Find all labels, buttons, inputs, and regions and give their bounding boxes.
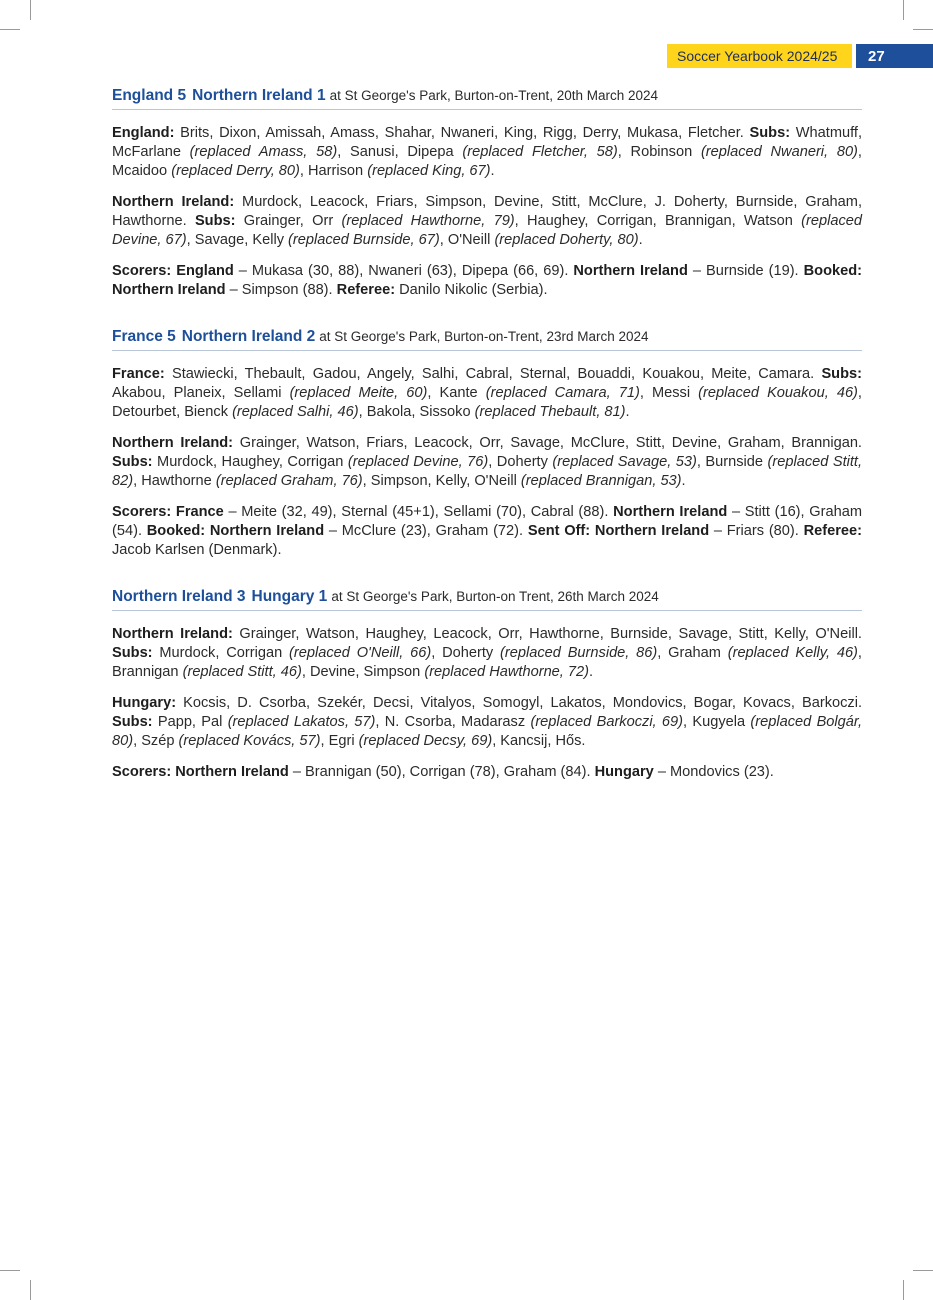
substitution-note: (replaced Doherty, 80)	[494, 232, 639, 248]
page-content	[112, 87, 862, 810]
text-run: – McClure (23), Graham (72).	[324, 523, 528, 539]
lineup-paragraph	[112, 434, 862, 491]
text-run: Stawiecki, Thebault, Gadou, Angely, Salhi, Cabral, Sternal, Bouaddi, Kouakou, Meite, Camara.	[164, 366, 822, 382]
match-report	[112, 588, 862, 782]
substitution-note: (replaced Meite, 60)	[289, 385, 428, 401]
bold-label: Northern Ireland:	[112, 194, 235, 210]
running-header-title: Soccer Yearbook 2024/25	[667, 44, 852, 68]
crop-mark	[913, 1270, 933, 1271]
text-run: .	[490, 163, 495, 179]
home-team-score: France 5	[112, 328, 176, 345]
home-team-score: Northern Ireland 3	[112, 588, 246, 605]
bold-label: Scorers: England	[112, 263, 234, 279]
text-run: – Friars (80).	[709, 523, 804, 539]
text-run: Brits, Dixon, Amissah, Amass, Shahar, Nwaneri, King, Rigg, Derry, Mukasa, Fletcher.	[174, 125, 750, 141]
bold-label: Subs:	[112, 454, 153, 470]
substitution-note: (replaced Lakatos, 57)	[227, 714, 376, 730]
bold-label: Subs:	[194, 213, 236, 229]
home-team-score: England 5	[112, 87, 187, 104]
substitution-note: (replaced Bolgár, 80)	[112, 714, 862, 749]
running-header	[667, 44, 933, 68]
text-run: Murdock, Corrigan	[152, 645, 290, 661]
substitution-note: (replaced Burnside, 86)	[500, 645, 658, 661]
text-run: Danilo Nikolic (Serbia).	[395, 282, 548, 298]
text-run: , Sanusi, Dipepa	[337, 144, 463, 160]
text-run: .	[638, 232, 643, 248]
substitution-note: (replaced Burnside, 67)	[288, 232, 440, 248]
substitution-note: (replaced King, 67)	[367, 163, 491, 179]
text-run: Murdock, Leacock, Friars, Simpson, Devine, Stitt, McClure, J. Doherty, Burnside, Graham, Hawthorne.	[112, 194, 863, 229]
bold-label: Subs:	[821, 366, 862, 382]
crop-mark	[903, 0, 904, 20]
text-run: Grainger, Watson, Friars, Leacock, Orr, Savage, McClure, Stitt, Devine, Graham, Brannigan.	[233, 435, 862, 451]
text-run: , Kancsij, Hős.	[492, 733, 586, 749]
text-run: Grainger, Watson, Haughey, Leacock, Orr, Hawthorne, Burnside, Savage, Stitt, Kelly, O'Neill.	[232, 626, 862, 642]
crop-mark	[0, 1270, 20, 1271]
text-run: , Simpson, Kelly, O'Neill	[362, 473, 521, 489]
substitution-note: (replaced Amass, 58)	[189, 144, 338, 160]
bold-label: Scorers: France	[112, 504, 224, 520]
text-run: .	[681, 473, 686, 489]
substitution-note: (replaced Stitt, 46)	[182, 664, 302, 680]
text-run: .	[589, 664, 594, 680]
bold-label: Subs:	[749, 125, 791, 141]
lineup-paragraph	[112, 625, 862, 682]
substitution-note: (replaced Derry, 80)	[171, 163, 300, 179]
text-run: , Szép	[133, 733, 179, 749]
substitution-note: (replaced Camara, 71)	[485, 385, 640, 401]
text-run: – Simpson (88).	[225, 282, 337, 298]
text-run: – Mondovics (23).	[653, 764, 774, 780]
bold-label: Hungary	[594, 764, 654, 780]
bold-label: Hungary:	[112, 695, 177, 711]
away-team-score: Northern Ireland 2	[181, 328, 316, 345]
substitution-note: (replaced Graham, 76)	[215, 473, 363, 489]
match-heading	[112, 588, 862, 611]
substitution-note: (replaced Brannigan, 53)	[520, 473, 682, 489]
text-run: , Robinson	[617, 144, 701, 160]
page-number: 27	[856, 44, 933, 68]
substitution-note: (replaced Devine, 67)	[112, 213, 863, 248]
scorers-paragraph	[112, 503, 862, 560]
text-run: – Burnside (19).	[687, 263, 804, 279]
match-heading	[112, 87, 862, 110]
bold-label: Northern Ireland:	[112, 626, 233, 642]
text-run: , Doherty	[488, 454, 553, 470]
text-run: – Brannigan (50), Corrigan (78), Graham (84).	[288, 764, 595, 780]
text-run: , Harrison	[299, 163, 368, 179]
text-run: , Haughey, Corrigan, Brannigan, Watson	[514, 213, 802, 229]
text-run: , Doherty	[431, 645, 501, 661]
bold-label: France:	[112, 366, 165, 382]
away-team-score: Northern Ireland 1	[192, 87, 326, 104]
text-run: Akabou, Planeix, Sellami	[112, 385, 290, 401]
crop-mark	[30, 0, 31, 20]
text-run: , Mcaidoo	[112, 144, 862, 179]
scorers-paragraph	[112, 262, 862, 300]
scorers-paragraph	[112, 763, 862, 782]
text-run: , Messi	[639, 385, 699, 401]
substitution-note: (replaced Hawthorne, 72)	[424, 664, 589, 680]
text-run: – Stitt (16), Graham (54).	[112, 504, 862, 539]
crop-mark	[913, 29, 933, 30]
substitution-note: (replaced O'Neill, 66)	[289, 645, 432, 661]
bold-label: Booked: Northern Ireland	[112, 263, 862, 298]
substitution-note: (replaced Kelly, 46)	[727, 645, 858, 661]
match-venue-date: at St George's Park, Burton-on Trent, 26th March 2024	[331, 589, 659, 604]
text-run: , Kante	[427, 385, 486, 401]
substitution-note: (replaced Savage, 53)	[552, 454, 697, 470]
bold-label: Referee:	[336, 282, 396, 298]
substitution-note: (replaced Decsy, 69)	[358, 733, 493, 749]
text-run: Whatmuff, McFarlane	[112, 125, 862, 160]
substitution-note: (replaced Thebault, 81)	[474, 404, 626, 420]
bold-label: Sent Off: Northern Ireland	[527, 523, 710, 539]
crop-mark	[903, 1280, 904, 1300]
match-venue-date: at St George's Park, Burton-on-Trent, 23rd March 2024	[319, 329, 649, 344]
text-run: Papp, Pal	[152, 714, 228, 730]
match-report	[112, 87, 862, 300]
away-team-score: Hungary 1	[251, 588, 328, 605]
bold-label: Referee:	[803, 523, 862, 539]
text-run: , Detourbet, Bienck	[112, 385, 862, 420]
bold-label: Northern Ireland	[573, 263, 688, 279]
text-run: , Burnside	[696, 454, 768, 470]
bold-label: England:	[112, 125, 175, 141]
substitution-note: (replaced Kovács, 57)	[178, 733, 321, 749]
substitution-note: (replaced Fletcher, 58)	[462, 144, 618, 160]
text-run: , Bakola, Sissoko	[358, 404, 475, 420]
substitution-note: (replaced Nwaneri, 80)	[700, 144, 858, 160]
substitution-note: (replaced Devine, 76)	[347, 454, 489, 470]
text-run: – Meite (32, 49), Sternal (45+1), Sellami (70), Cabral (88).	[223, 504, 614, 520]
text-run: Murdock, Haughey, Corrigan	[152, 454, 348, 470]
bold-label: Subs:	[112, 645, 153, 661]
substitution-note: (replaced Kouakou, 46)	[698, 385, 858, 401]
text-run: , Hawthorne	[133, 473, 216, 489]
text-run: Jacob Karlsen (Denmark).	[112, 542, 282, 558]
text-run: , Savage, Kelly	[186, 232, 289, 248]
bold-label: Booked: Northern Ireland	[146, 523, 325, 539]
text-run: , Brannigan	[112, 645, 862, 680]
match-venue-date: at St George's Park, Burton-on-Trent, 20th March 2024	[329, 88, 659, 103]
bold-label: Subs:	[112, 714, 153, 730]
bold-label: Scorers: Northern Ireland	[112, 764, 289, 780]
lineup-paragraph	[112, 124, 862, 181]
text-run: .	[625, 404, 630, 420]
text-run: , Kugyela	[683, 714, 751, 730]
text-run: , Graham	[657, 645, 728, 661]
bold-label: Northern Ireland	[613, 504, 728, 520]
crop-mark	[0, 29, 20, 30]
text-run: , O'Neill	[439, 232, 495, 248]
lineup-paragraph	[112, 193, 862, 250]
substitution-note: (replaced Salhi, 46)	[232, 404, 359, 420]
substitution-note: (replaced Barkoczi, 69)	[530, 714, 684, 730]
match-heading	[112, 328, 862, 351]
text-run: , Egri	[320, 733, 359, 749]
text-run: , Devine, Simpson	[301, 664, 425, 680]
crop-mark	[30, 1280, 31, 1300]
lineup-paragraph	[112, 365, 862, 422]
match-report	[112, 328, 862, 560]
text-run: Grainger, Orr	[235, 213, 342, 229]
bold-label: Northern Ireland:	[112, 435, 234, 451]
text-run: – Mukasa (30, 88), Nwaneri (63), Dipepa (66, 69).	[233, 263, 574, 279]
text-run: , N. Csorba, Madarasz	[375, 714, 531, 730]
substitution-note: (replaced Hawthorne, 79)	[341, 213, 515, 229]
substitution-note: (replaced Stitt, 82)	[112, 454, 863, 489]
lineup-paragraph	[112, 694, 862, 751]
text-run: Kocsis, D. Csorba, Szekér, Decsi, Vitalyos, Somogyl, Lakatos, Mondovics, Bogar, Kovacs, Barkoczi.	[176, 695, 862, 711]
